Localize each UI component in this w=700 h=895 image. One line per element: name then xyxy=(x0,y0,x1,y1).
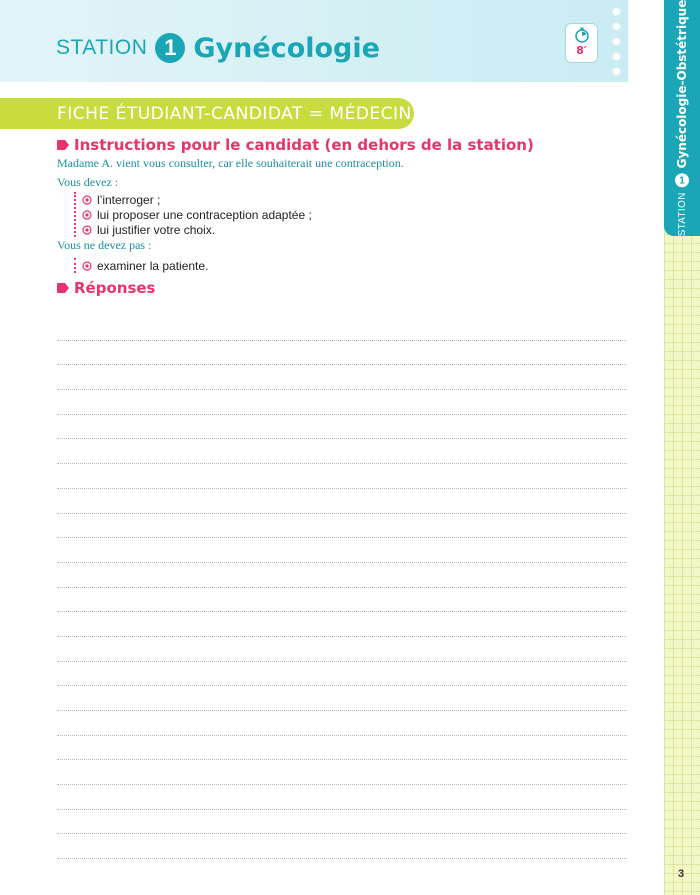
answer-line[interactable] xyxy=(57,612,627,637)
answer-line[interactable] xyxy=(57,365,627,390)
timer-duration: 8′ xyxy=(576,44,587,57)
answer-line[interactable] xyxy=(57,637,627,662)
section-bullet-icon xyxy=(57,283,69,293)
answer-line[interactable] xyxy=(57,390,627,415)
section-bullet-icon xyxy=(57,140,69,150)
list-item-text: l’interroger ; xyxy=(97,192,161,207)
answer-line[interactable] xyxy=(57,760,627,785)
answer-line[interactable] xyxy=(57,464,627,489)
list-item xyxy=(82,258,208,273)
side-station-number: 1 xyxy=(675,173,689,187)
list-item xyxy=(82,207,312,222)
answer-area[interactable] xyxy=(57,316,627,859)
answer-line[interactable] xyxy=(57,538,627,563)
station-word: STATION xyxy=(56,36,148,59)
must-list xyxy=(74,192,312,237)
target-bullet-icon xyxy=(82,261,92,271)
stopwatch-icon xyxy=(574,27,590,43)
answer-line[interactable] xyxy=(57,439,627,464)
list-item xyxy=(82,222,312,237)
page-number: 3 xyxy=(678,868,685,880)
station-number-badge: 1 xyxy=(155,33,185,63)
instructions-intro: Madame A. vient vous consulter, car elle souhaiterait une contraception. xyxy=(57,156,404,170)
answer-line[interactable] xyxy=(57,686,627,711)
list-item-text: lui proposer une contraception adaptée ; xyxy=(97,207,312,222)
station-title-block xyxy=(56,28,380,68)
page-header xyxy=(0,0,628,82)
list-item xyxy=(82,192,312,207)
answer-line[interactable] xyxy=(57,810,627,835)
must-not-list xyxy=(74,258,208,273)
list-item-text: examiner la patiente. xyxy=(97,258,209,273)
answer-line[interactable] xyxy=(57,785,627,810)
answer-line[interactable] xyxy=(57,341,627,366)
binder-holes xyxy=(612,7,622,82)
answer-line[interactable] xyxy=(57,316,627,341)
list-item-text: lui justifier votre choix. xyxy=(97,222,216,237)
sheet-ribbon-text: FICHE ÉTUDIANT-CANDIDAT = MÉDECIN xyxy=(57,104,412,124)
answer-line[interactable] xyxy=(57,834,627,859)
answer-line[interactable] xyxy=(57,563,627,588)
answer-line[interactable] xyxy=(57,514,627,539)
instructions-heading xyxy=(57,136,534,154)
timer-badge xyxy=(565,23,598,63)
answer-line[interactable] xyxy=(57,711,627,736)
instructions-heading-text: Instructions pour le candidat (en dehors de la station) xyxy=(74,136,534,154)
page-title: Gynécologie xyxy=(193,32,380,64)
side-tab-label xyxy=(675,0,689,236)
side-station-word: STATION xyxy=(676,192,688,237)
side-subject: Gynécologie-Obstétrique xyxy=(675,0,689,169)
target-bullet-icon xyxy=(82,225,92,235)
target-bullet-icon xyxy=(82,195,92,205)
answers-heading-text: Réponses xyxy=(74,279,156,297)
target-bullet-icon xyxy=(82,210,92,220)
answer-line[interactable] xyxy=(57,736,627,761)
answers-heading xyxy=(57,279,155,297)
must-not-label: Vous ne devez pas : xyxy=(57,238,152,252)
must-label: Vous devez : xyxy=(57,175,119,189)
answer-line[interactable] xyxy=(57,588,627,613)
answer-line[interactable] xyxy=(57,415,627,440)
answer-line[interactable] xyxy=(57,489,627,514)
answer-line[interactable] xyxy=(57,662,627,687)
